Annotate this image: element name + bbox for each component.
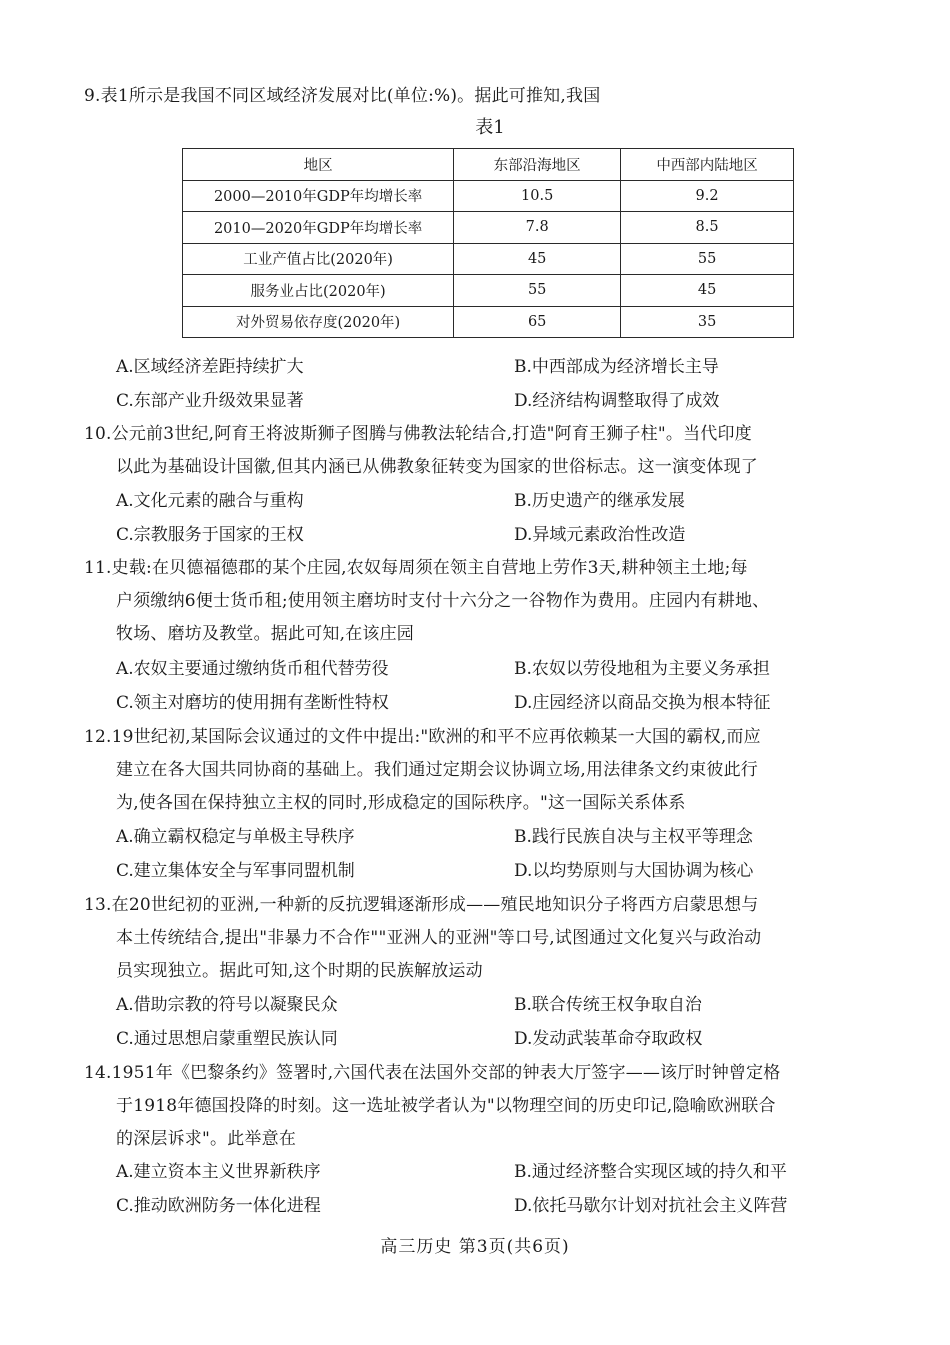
table-cell: 7.8 xyxy=(454,212,621,244)
q10-option-d: D.异域元素政治性改造 xyxy=(514,525,686,545)
q9-option-a: A.区域经济差距持续扩大 xyxy=(116,357,304,377)
question-13-stem xyxy=(84,889,874,988)
q13-option-c: C.通过思想启蒙重塑民族认同 xyxy=(116,1029,338,1049)
table-cell: 45 xyxy=(621,275,794,307)
question-11-number: 11. xyxy=(84,558,112,578)
q10-option-c: C.宗教服务于国家的王权 xyxy=(116,525,304,545)
table-cell: 服务业占比(2020年) xyxy=(183,275,454,307)
table-row xyxy=(183,275,794,307)
q9-option-c: C.东部产业升级效果显著 xyxy=(116,391,304,411)
table-row xyxy=(183,180,794,212)
question-10-line: 公元前3世纪,阿育王将波斯狮子图腾与佛教法轮结合,打造"阿育王狮子柱"。当代印度 xyxy=(111,424,752,444)
q13-option-a: A.借助宗教的符号以凝聚民众 xyxy=(116,995,338,1015)
table-cell: 8.5 xyxy=(621,212,794,244)
question-14-line: 1951年《巴黎条约》签署时,六国代表在法国外交部的钟表大厅签字——该厅时钟曾定格 xyxy=(111,1063,781,1083)
question-9-stem xyxy=(84,80,874,113)
question-14-line: 的深层诉求"。此举意在 xyxy=(116,1129,297,1149)
question-14-number: 14. xyxy=(84,1063,112,1083)
table-cell: 对外贸易依存度(2020年) xyxy=(183,306,454,338)
table-cell: 工业产值占比(2020年) xyxy=(183,243,454,275)
table-cell: 9.2 xyxy=(621,180,794,212)
table-header-row xyxy=(183,149,794,181)
q11-option-d: D.庄园经济以商品交换为根本特征 xyxy=(514,693,771,713)
q10-option-b: B.历史遗产的继承发展 xyxy=(514,491,685,511)
q14-option-a: A.建立资本主义世界新秩序 xyxy=(116,1162,321,1182)
question-10-stem xyxy=(84,418,874,484)
table-cell: 45 xyxy=(454,243,621,275)
question-9-text: 表1所示是我国不同区域经济发展对比(单位:%)。据此可推知,我国 xyxy=(100,86,601,106)
q10-option-a: A.文化元素的融合与重构 xyxy=(116,491,304,511)
q12-option-c: C.建立集体安全与军事同盟机制 xyxy=(116,861,355,881)
question-12-number: 12. xyxy=(84,727,112,747)
question-12-line: 19世纪初,某国际会议通过的文件中提出:"欧洲的和平不应再依赖某一大国的霸权,而应 xyxy=(111,727,761,747)
table-cell: 35 xyxy=(621,306,794,338)
q9-option-b: B.中西部成为经济增长主导 xyxy=(514,357,719,377)
question-11-stem xyxy=(84,552,874,651)
q11-option-b: B.农奴以劳役地租为主要义务承担 xyxy=(514,659,770,679)
table-cell: 10.5 xyxy=(454,180,621,212)
q9-option-d: D.经济结构调整取得了成效 xyxy=(514,391,720,411)
table-cell: 2000—2010年GDP年均增长率 xyxy=(183,180,454,212)
question-10-line: 以此为基础设计国徽,但其内涵已从佛教象征转变为国家的世俗标志。这一演变体现了 xyxy=(116,457,759,477)
question-13-number: 13. xyxy=(84,895,112,915)
q12-option-b: B.践行民族自决与主权平等理念 xyxy=(514,827,753,847)
table-row xyxy=(183,212,794,244)
table-cell: 55 xyxy=(454,275,621,307)
table-cell: 2010—2020年GDP年均增长率 xyxy=(183,212,454,244)
table-header-cell: 东部沿海地区 xyxy=(454,149,621,181)
q12-option-d: D.以均势原则与大国协调为核心 xyxy=(514,861,754,881)
table-header-cell: 中西部内陆地区 xyxy=(621,149,794,181)
question-14-line: 于1918年德国投降的时刻。这一选址被学者认为"以物理空间的历史印记,隐喻欧洲联合 xyxy=(116,1096,776,1116)
question-13-line: 本土传统结合,提出"非暴力不合作""亚洲人的亚洲"等口号,试图通过文化复兴与政治动 xyxy=(116,928,762,948)
question-11-line: 牧场、磨坊及教堂。据此可知,在该庄园 xyxy=(116,624,415,644)
q11-option-a: A.农奴主要通过缴纳货币租代替劳役 xyxy=(116,659,389,679)
table-header-cell: 地区 xyxy=(183,149,454,181)
q14-option-b: B.通过经济整合实现区域的持久和平 xyxy=(514,1162,787,1182)
table-cell: 65 xyxy=(454,306,621,338)
q14-option-c: C.推动欧洲防务一体化进程 xyxy=(116,1196,321,1216)
q14-option-d: D.依托马歇尔计划对抗社会主义阵营 xyxy=(514,1196,788,1216)
page-footer: 高三历史 第3页(共6页) xyxy=(380,1237,570,1257)
question-13-line: 在20世纪初的亚洲,一种新的反抗逻辑逐渐形成——殖民地知识分子将西方启蒙思想与 xyxy=(111,895,759,915)
question-11-line: 户须缴纳6便士货币租;使用领主磨坊时支付十六分之一谷物作为费用。庄园内有耕地、 xyxy=(116,591,770,611)
table-1 xyxy=(182,148,794,338)
table-row xyxy=(183,306,794,338)
question-12-line: 为,使各国在保持独立主权的同时,形成稳定的国际秩序。"这一国际关系体系 xyxy=(116,793,686,813)
table-cell: 55 xyxy=(621,243,794,275)
q11-option-c: C.领主对磨坊的使用拥有垄断性特权 xyxy=(116,693,389,713)
q13-option-b: B.联合传统王权争取自治 xyxy=(514,995,702,1015)
q12-option-a: A.确立霸权稳定与单极主导秩序 xyxy=(116,827,355,847)
question-10-number: 10. xyxy=(84,424,112,444)
question-9-number: 9. xyxy=(84,86,101,106)
question-12-stem xyxy=(84,721,874,820)
question-12-line: 建立在各大国共同协商的基础上。我们通过定期会议协调立场,用法律条文约束彼此行 xyxy=(116,760,759,780)
table-1-caption: 表1 xyxy=(475,117,505,138)
table-row xyxy=(183,243,794,275)
question-13-line: 员实现独立。据此可知,这个时期的民族解放运动 xyxy=(116,961,483,981)
question-14-stem xyxy=(84,1057,874,1156)
question-11-line: 史载:在贝德福德郡的某个庄园,农奴每周须在领主自营地上劳作3天,耕种领主土地;每 xyxy=(111,558,748,578)
q13-option-d: D.发动武装革命夺取政权 xyxy=(514,1029,703,1049)
